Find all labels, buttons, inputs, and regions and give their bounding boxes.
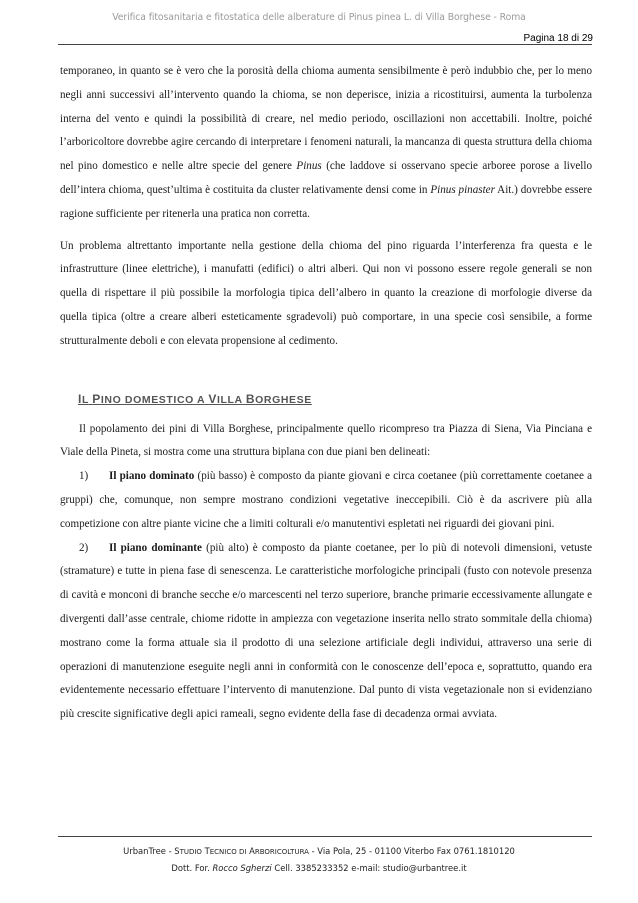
footer-line-contact: Dott. For. Rocco Sgherzi Cell. 3385233352 e-mail: studio@urbantree.it — [171, 863, 467, 873]
paragraph-text: Ait.) dovrebbe essere ragione sufficiente per ritenerla una pratica non corretta. — [60, 183, 592, 220]
italic-genus: Pinus — [296, 160, 322, 173]
section-heading: IL PINO DOMESTICO A VILLA BORGHESE — [78, 391, 312, 406]
list-item-text: (più basso) è composto da piante giovani e circa coetanee (più correttamente coetanee a gruppi) che, comunque, non sempre mostrano condizioni vegetative ineccepibili. Ciò è da ascrivere più alla competizione con altre piante vicine che a limiti colturali e/o manutentivi espletati nei riguardi dei giovani pini. — [60, 470, 593, 530]
header-title: Verifica fitosanitaria e fitostatica delle alberature di Pinus pinea L. di Villa Borghese - Roma — [112, 12, 526, 23]
footer — [0, 843, 638, 876]
footer-line-company: UrbanTree - STUDIO TECNICO DI ARBORICOLTURA - Via Pola, 25 - 01100 Viterbo Fax 0761.1810120 — [123, 846, 515, 856]
list-item-title: Il piano dominato — [109, 470, 195, 483]
list-item-dominant — [60, 537, 592, 727]
paragraph-text: temporaneo, in quanto se è vero che la porosità della chioma aumenta sensibilmente è però indubbio che, per lo meno negli anni successivi all’intervento quando la chioma, se non deperisce, inizia a ricostituirsi, aumenta la turbolenza interna del vento e quindi la possibilità di creare, nel medio periodo, oscillazioni non accettabili. Inoltre, poiché l’arboricoltore dovrebbe agire cercando di interpretare i fenomeni naturali, la mancanza di questa struttura della chioma nel pino domestico e nelle altre specie del genere — [60, 65, 592, 173]
paragraph-interference: Un problema altrettanto importante nella gestione della chioma del pino riguarda l’interferenza fra questa e le infrastrutture (linee elettriche), i manufatti (edifici) o altri alberi. Qui non vi possono essere regole generali se non quella di rispettare il più possibile la morfologia tipica dell’albero in quanto la creazione di morfologie diverse da quella tipica (oltre a creare alberi esteticamente sgradevoli) può comportare, in una specie così sensibile, a forme strutturalmente deboli e con elevata propensione al cedimento. — [60, 239, 592, 347]
list-number: 1) — [79, 470, 89, 483]
footer-divider — [58, 836, 592, 837]
header-divider — [58, 44, 592, 45]
list-item-title: Il piano dominante — [109, 541, 202, 554]
italic-species: Pinus pinaster — [430, 183, 495, 196]
list-item-text: (più alto) è composto da piante coetanee, per lo più di notevoli dimensioni, vetuste (stramature) e tutte in piena fase di senescenza. Le caratteristiche morfologiche principali (fusto con notevole presenza di cavità e monconi di branche secche e/o marcescenti nel terzo superiore, branche primarie eccessivamente allungate e divergenti dall’asse centrale, chiome ridotte in ampiezza con vegetazione inserita nello strato sommitale della chioma) mostrano come la forma attuale sia il prodotto di una selezione artificiale degli individui, attraverso una serie di operazioni di manutenzione eseguite negli anni in conformità con le conoscenze dell’epoca e, soprattutto, quando era evidentemente necessario effettuare l’intervento di manutenzione. Dal punto di vista vegetazionale non si evidenziano più crescite significative degli apici rameali, segno evidente della fase di decadenza ormai avviata. — [60, 541, 592, 721]
paragraph-chioma-porosity — [60, 60, 592, 227]
paragraph-population: Il popolamento dei pini di Villa Borghese, principalmente quello ricompreso tra Piazza di Siena, Via Pinciana e Viale della Pineta, si mostra come una struttura biplana con due piani ben delineati: — [60, 422, 592, 459]
document-body — [60, 60, 592, 727]
list-number: 2) — [79, 541, 89, 554]
page-number: Pagina 18 di 29 — [523, 33, 593, 44]
paragraph-text: (che laddove si osservano specie arboree porose a livello dell’intera chioma, quest’ultima è costituita da cluster relativamente densi come in — [60, 160, 593, 196]
list-item-dominated — [60, 465, 592, 536]
